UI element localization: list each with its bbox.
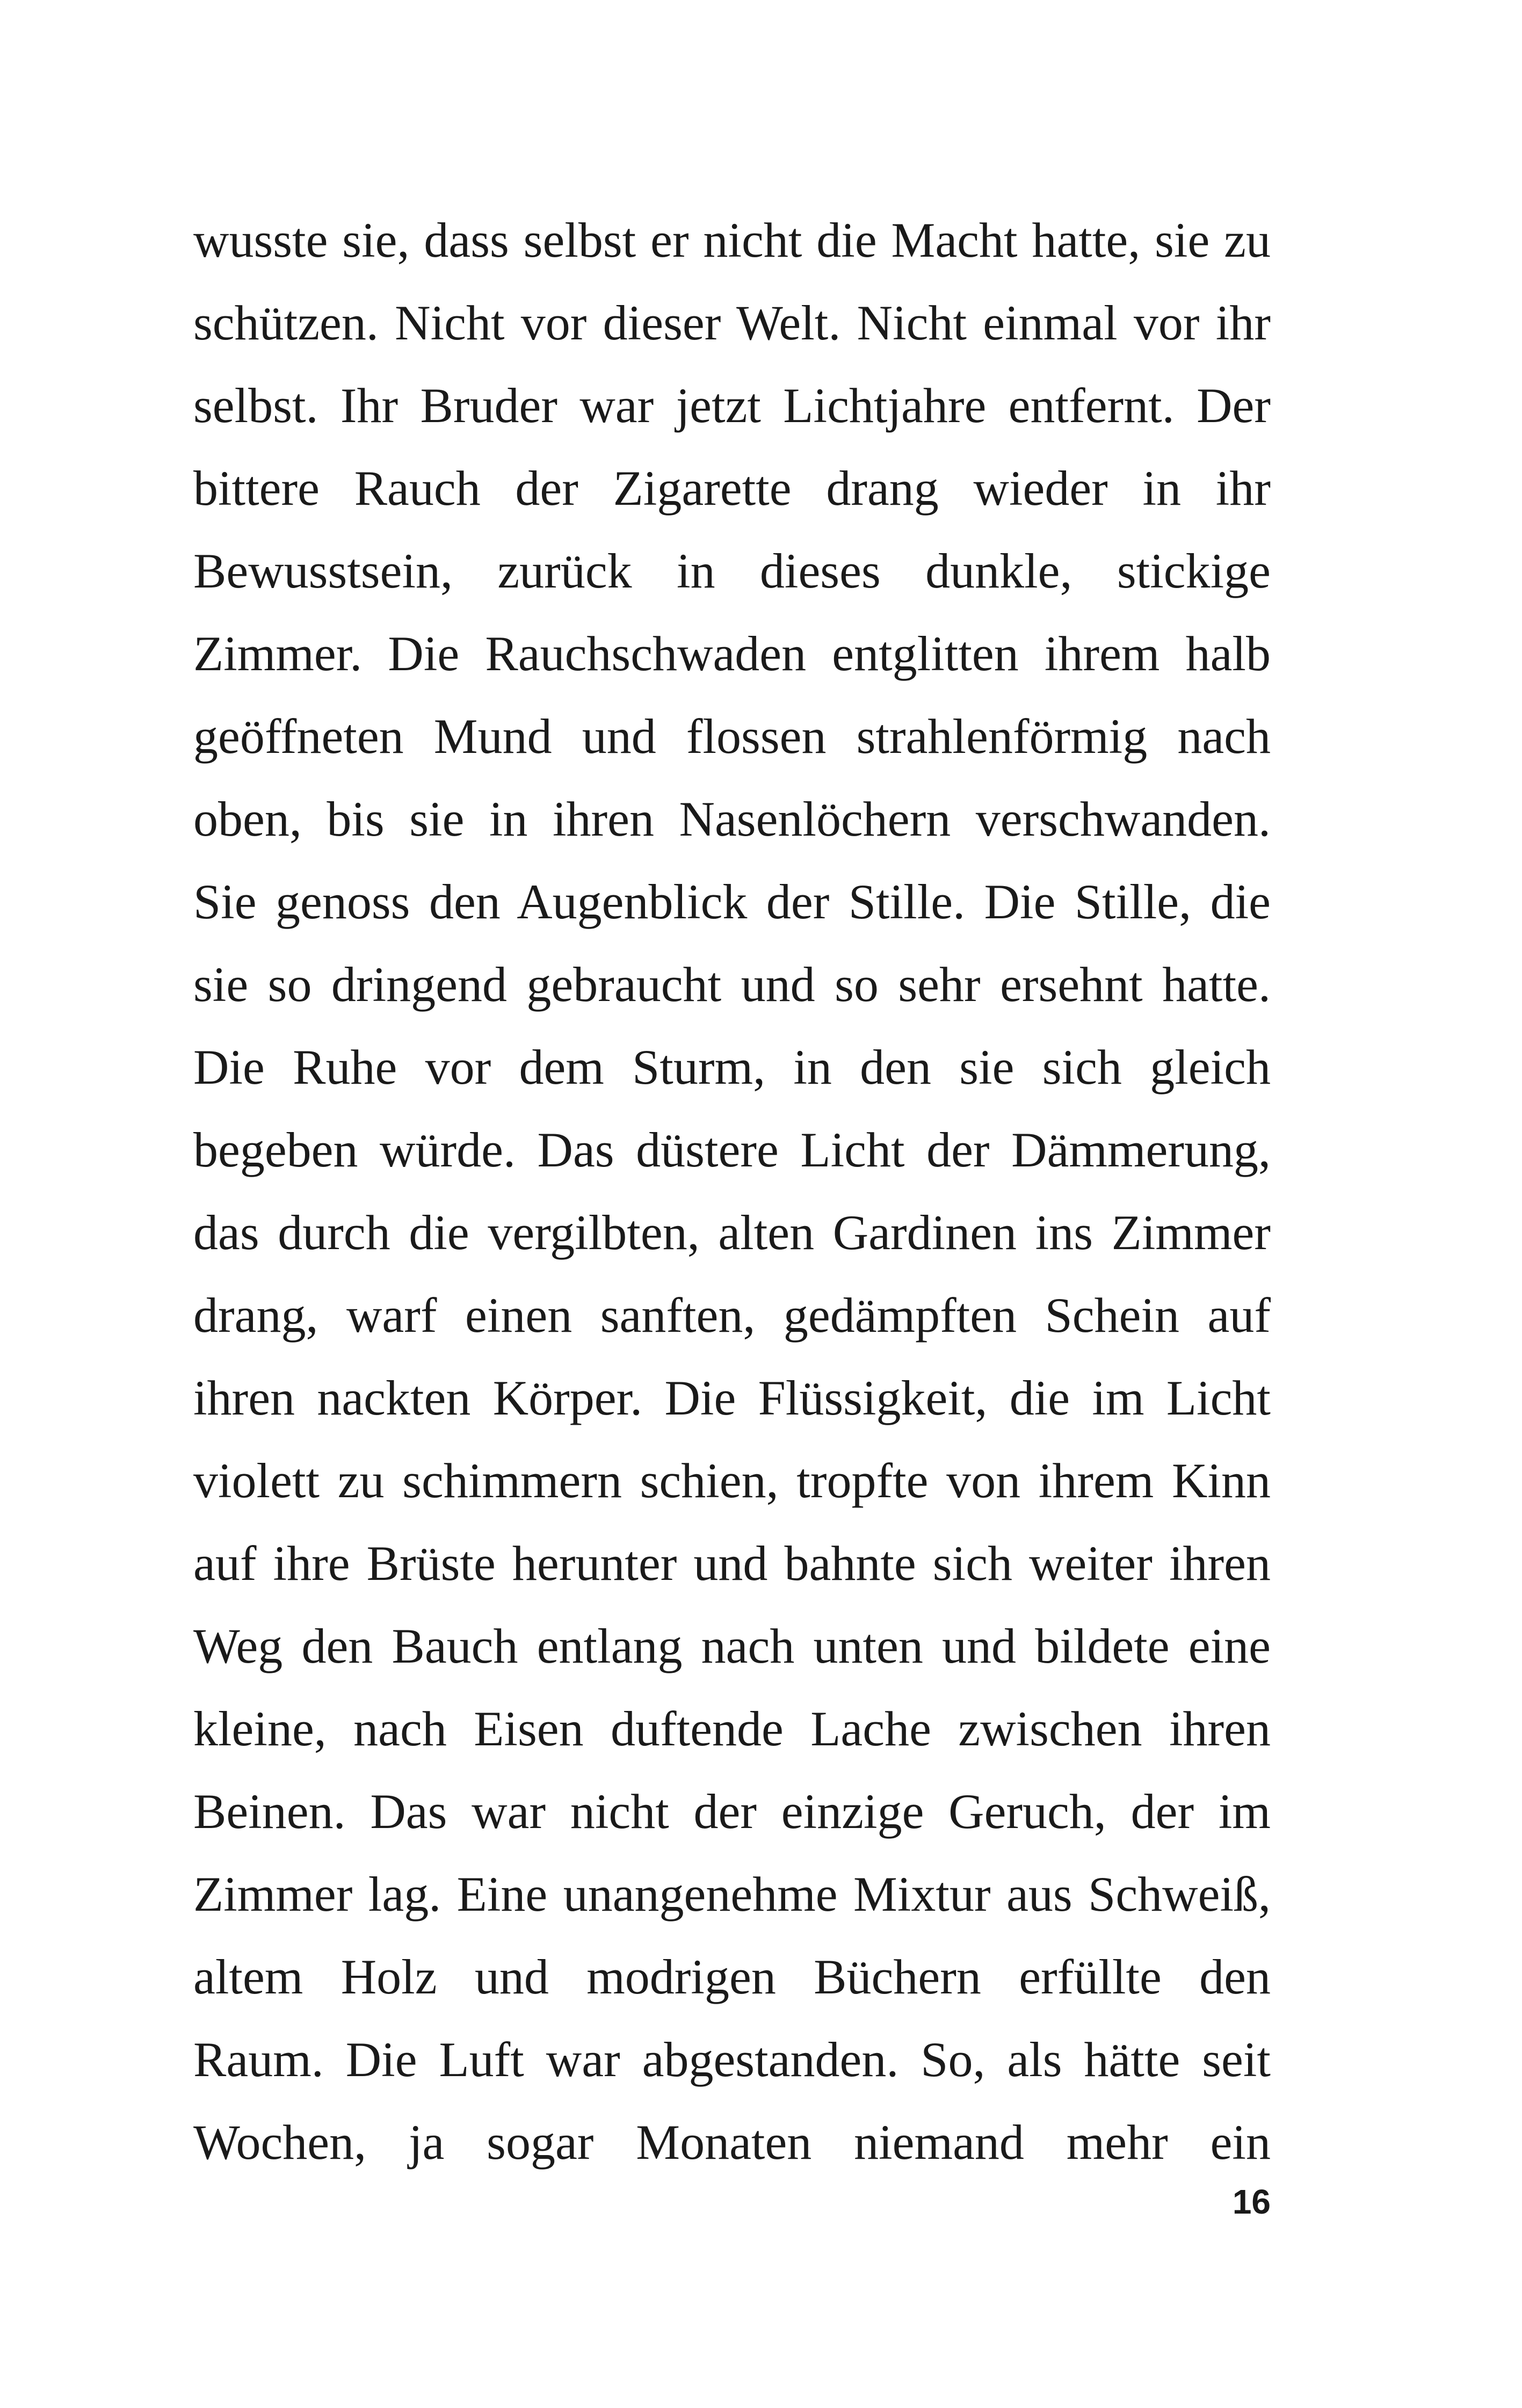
text-line: Weg den Bauch entlang nach unten und bildete eine — [193, 1619, 1271, 1673]
text-line: geöffneten Mund und flossen strahlenförmig nach — [193, 709, 1271, 764]
text-line: auf ihre Brüste herunter und bahnte sich weiter ihren — [193, 1536, 1271, 1591]
body-text — [193, 199, 1271, 2184]
text-line: schützen. Nicht vor dieser Welt. Nicht einmal vor ihr — [193, 295, 1271, 350]
text-line: drang, warf einen sanften, gedämpften Schein auf — [193, 1288, 1271, 1343]
text-line: violett zu schimmern schien, tropfte von ihrem Kinn — [193, 1453, 1271, 1508]
text-line: Beinen. Das war nicht der einzige Geruch, der im — [193, 1784, 1271, 1839]
text-line: das durch die vergilbten, alten Gardinen ins Zimmer — [193, 1205, 1271, 1260]
text-line: Raum. Die Luft war abgestanden. So, als hätte seit — [193, 2032, 1271, 2087]
text-line: begeben würde. Das düstere Licht der Dämmerung, — [193, 1122, 1271, 1177]
text-line: wusste sie, dass selbst er nicht die Macht hatte, sie zu — [193, 213, 1271, 267]
text-line: Bewusstsein, zurück in dieses dunkle, stickige — [193, 543, 1271, 598]
text-line: kleine, nach Eisen duftende Lache zwischen ihren — [193, 1701, 1271, 1756]
text-line: Die Ruhe vor dem Sturm, in den sie sich gleich — [193, 1040, 1271, 1094]
text-line: Sie genoss den Augenblick der Stille. Die Stille, die — [193, 874, 1271, 929]
page-number: 16 — [1232, 2182, 1271, 2221]
text-line: ihren nackten Körper. Die Flüssigkeit, die im Licht — [193, 1370, 1271, 1425]
text-line: oben, bis sie in ihren Nasenlöchern verschwanden. — [193, 792, 1271, 846]
text-line: altem Holz und modrigen Büchern erfüllte den — [193, 1949, 1271, 2004]
text-line: selbst. Ihr Bruder war jetzt Lichtjahre entfernt. Der — [193, 378, 1271, 433]
text-line: Wochen, ja sogar Monaten niemand mehr ein — [193, 2115, 1271, 2170]
text-line: bittere Rauch der Zigarette drang wieder in ihr — [193, 461, 1271, 516]
text-line: Zimmer. Die Rauchschwaden entglitten ihrem halb — [193, 626, 1271, 681]
text-line: Zimmer lag. Eine unangenehme Mixtur aus Schweiß, — [193, 1867, 1271, 1921]
text-line: sie so dringend gebraucht und so sehr ersehnt hatte. — [193, 957, 1271, 1012]
